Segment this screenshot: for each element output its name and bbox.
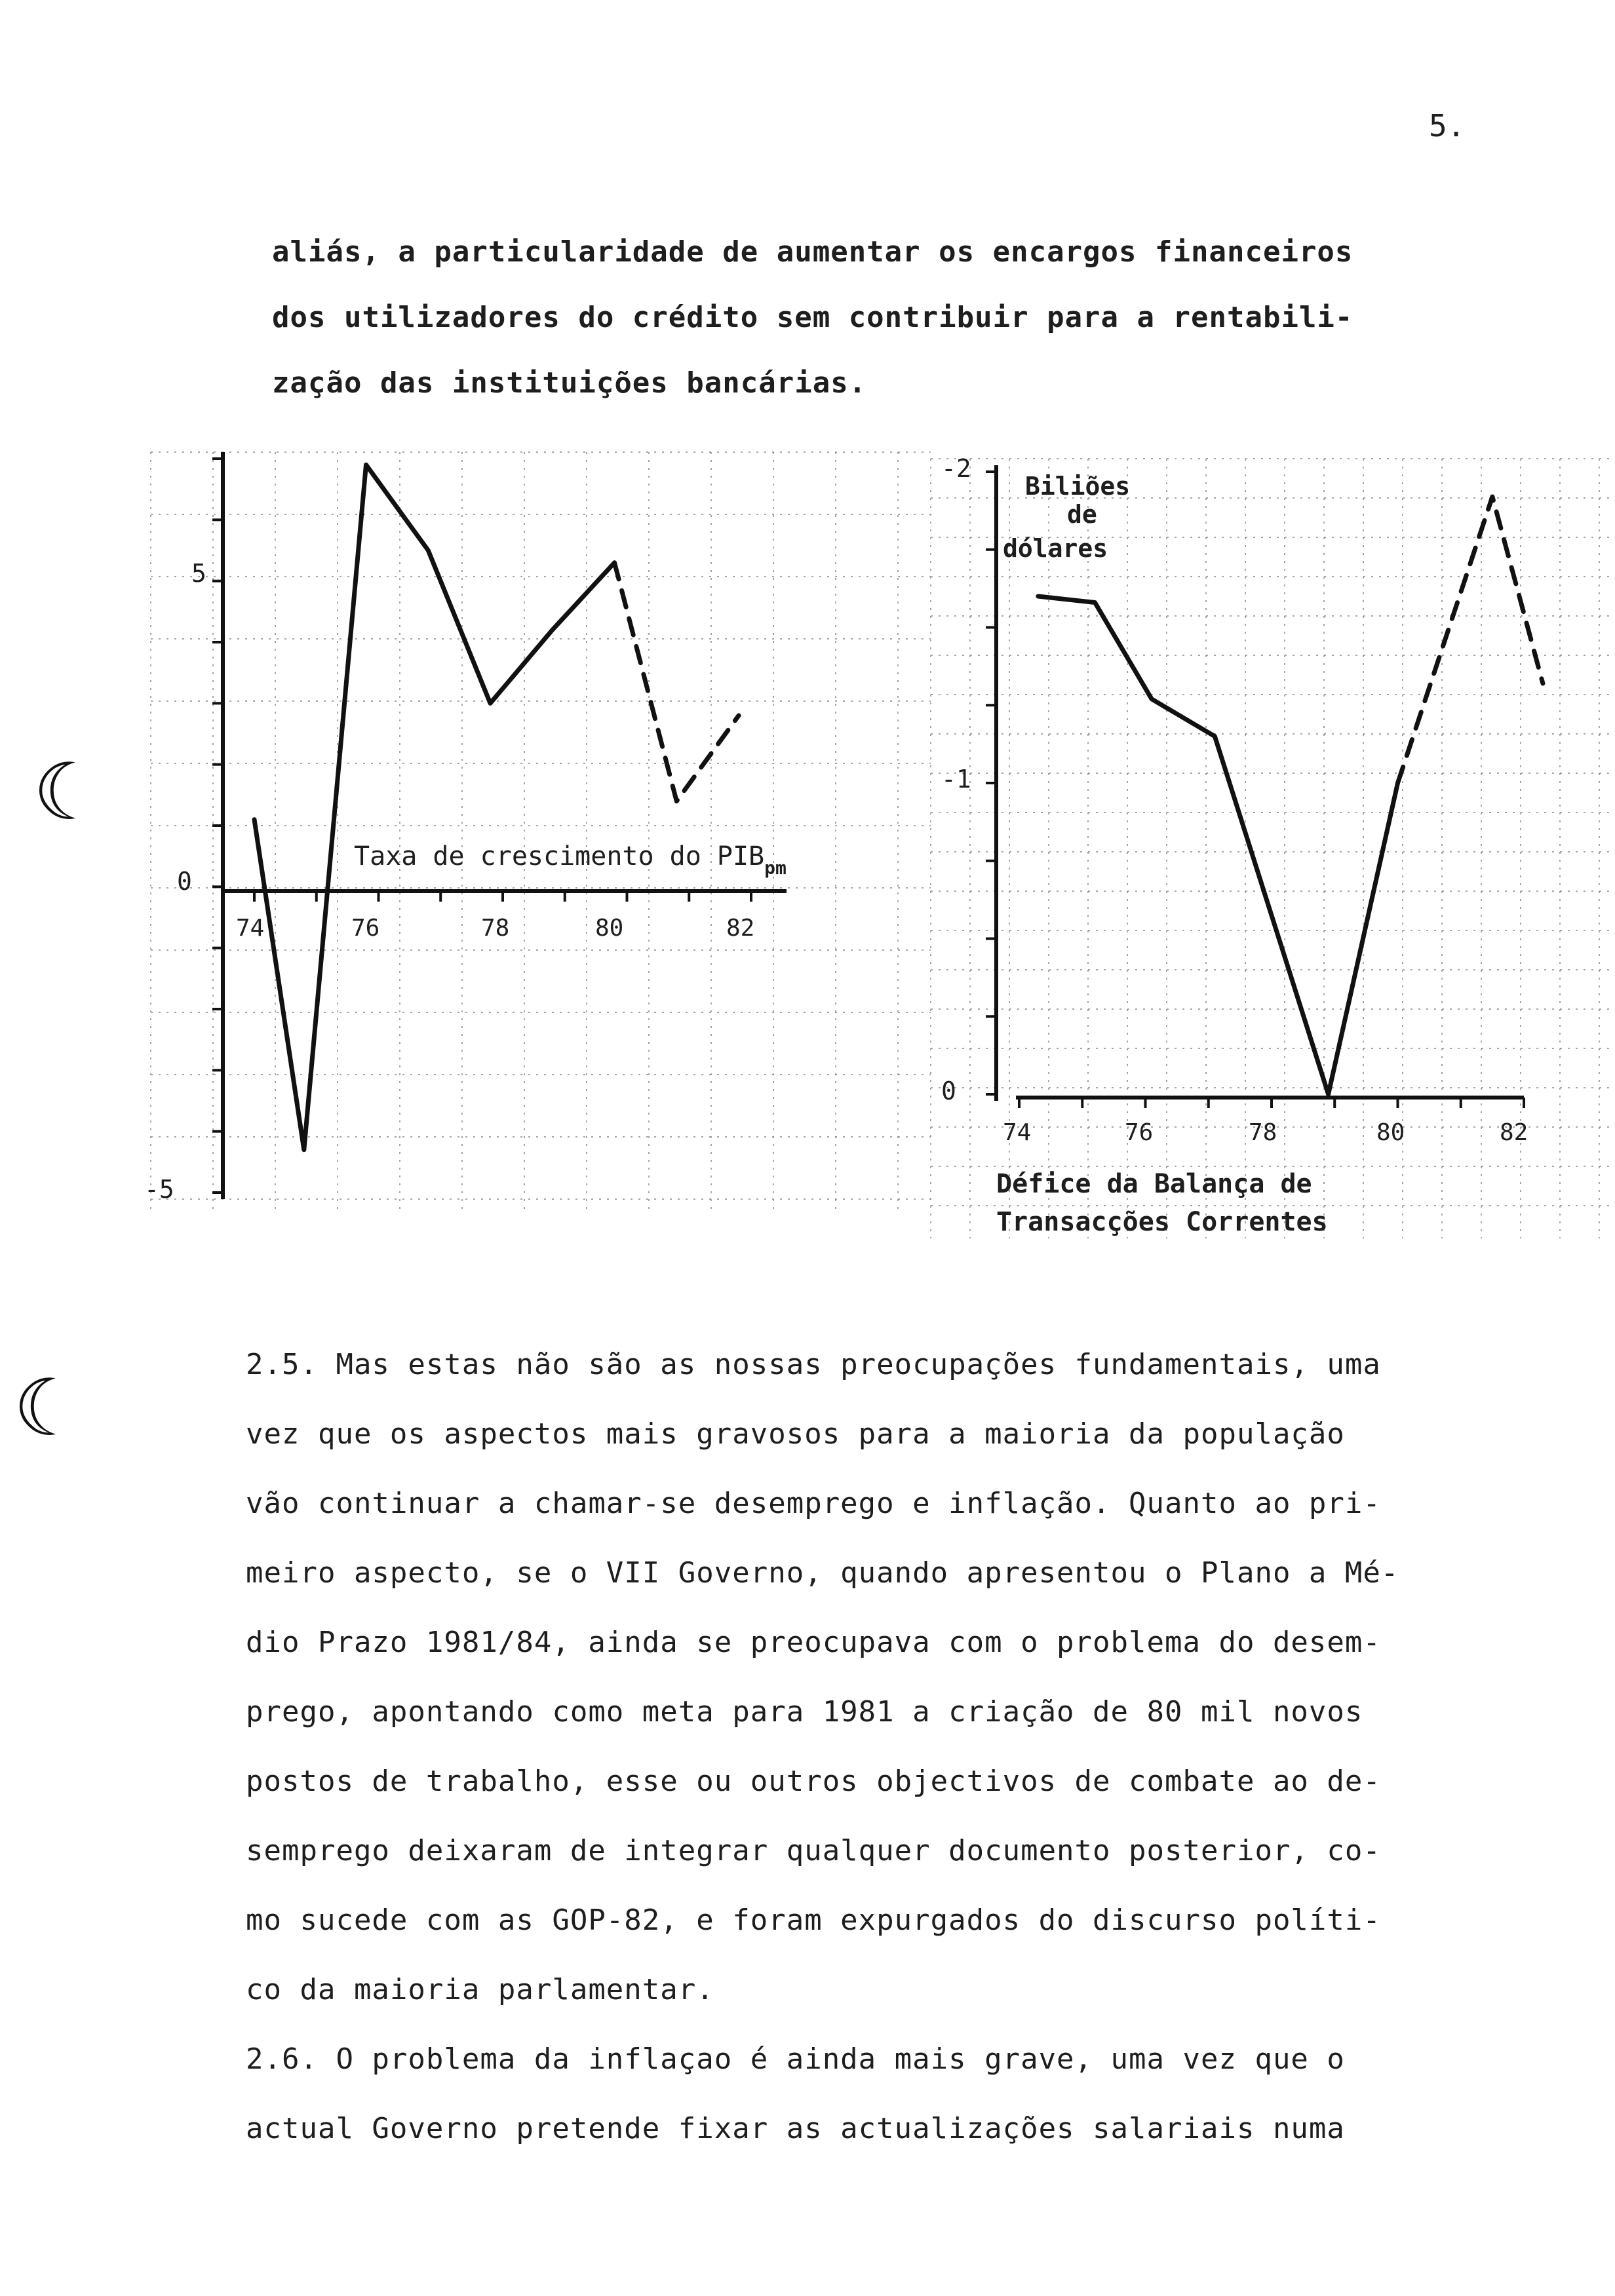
- paragraph-line: postos de trabalho, esse ou outros objectivos de combate ao de-: [246, 1765, 1381, 1798]
- paragraph-line: 2.5. Mas estas não são as nossas preocupações fundamentais, uma: [246, 1348, 1381, 1381]
- chart-title: [354, 841, 787, 879]
- y-axis-title: dólares: [1003, 534, 1108, 563]
- data-point: [1490, 495, 1494, 499]
- chart-title-text: Taxa de crescimento do PIB: [354, 841, 765, 871]
- x-tick-label: 74: [1003, 1119, 1032, 1146]
- data-point: [613, 561, 617, 565]
- data-point: [252, 818, 256, 822]
- data-point: [1093, 601, 1097, 605]
- data-point: [1036, 594, 1040, 598]
- y-tick-label: 5: [191, 559, 206, 588]
- chart-series: [252, 463, 741, 1151]
- paragraph-line: dos utilizadores do crédito sem contribuir para a rentabili-: [272, 301, 1353, 334]
- paragraph-line: 2.6. O problema da inflaçao é ainda mais grave, uma vez que o: [246, 2042, 1345, 2076]
- paragraph-line: co da maioria parlamentar.: [246, 1973, 714, 2006]
- data-point: [426, 548, 430, 552]
- chart-axes: [212, 452, 787, 1199]
- paragraph-line: aliás, a particularidade de aumentar os encargos financeiros: [272, 235, 1353, 269]
- data-point: [364, 463, 368, 467]
- current-account-deficit-chart-svg: [905, 439, 1615, 1258]
- y-tick-label: -5: [144, 1175, 174, 1204]
- data-point: [737, 714, 741, 718]
- data-point: [674, 799, 678, 803]
- data-point: [1396, 781, 1400, 785]
- gdp-growth-chart-svg: [131, 439, 937, 1225]
- x-tick-label: 80: [1376, 1119, 1405, 1146]
- x-tick-label: 78: [481, 915, 510, 942]
- paragraph-line: dio Prazo 1981/84, ainda se preocupava com o problema do desem-: [246, 1626, 1381, 1659]
- binder-hole-mark: ☾: [13, 1363, 84, 1454]
- data-point: [1327, 1092, 1331, 1096]
- y-axis-title: Biliões: [1025, 472, 1131, 501]
- paragraph-line: meiro aspecto, se o VII Governo, quando apresentou o Plano a Mé-: [246, 1556, 1399, 1590]
- chart-series: [1036, 495, 1545, 1096]
- x-tick-label: 82: [1500, 1119, 1528, 1146]
- y-tick-label: -1: [941, 765, 971, 794]
- x-tick-label: 74: [236, 915, 265, 942]
- paragraph-line: vão continuar a chamar-se desemprego e inflação. Quanto ao pri-: [246, 1487, 1381, 1520]
- paragraph-line: mo sucede com as GOP-82, e foram expurgados do discurso políti-: [246, 1904, 1381, 1937]
- paragraph-line: zação das instituições bancárias.: [272, 366, 867, 400]
- y-tick-label: -2: [941, 454, 971, 483]
- chart-footer: Transacções Correntes: [996, 1207, 1328, 1237]
- data-point: [488, 701, 492, 705]
- paragraph-line: semprego deixaram de integrar qualquer documento posterior, co-: [246, 1834, 1381, 1867]
- y-tick-label: 0: [177, 867, 192, 896]
- data-point: [302, 1148, 306, 1152]
- chart-footer: Défice da Balança de: [996, 1169, 1312, 1199]
- series-line-estimado: [615, 563, 739, 801]
- series-line-observado: [1038, 596, 1398, 1094]
- data-point: [1541, 681, 1545, 685]
- y-axis-title: de: [1067, 500, 1097, 529]
- paragraph-line: actual Governo pretende fixar as actualizações salariais numa: [246, 2112, 1345, 2145]
- x-tick-label: 78: [1249, 1119, 1277, 1146]
- data-point: [1150, 697, 1154, 701]
- x-tick-label: 76: [351, 915, 380, 942]
- binder-hole-mark: ☾: [33, 747, 104, 838]
- paragraph-top: [272, 220, 1517, 416]
- x-tick-label: 82: [726, 915, 755, 942]
- chart-title-subscript: pm: [764, 857, 787, 879]
- y-tick-label: 0: [941, 1077, 956, 1105]
- paragraph-line: vez que os aspectos mais gravosos para a maioria da população: [246, 1417, 1345, 1451]
- gdp-growth-chart: [131, 439, 937, 1225]
- series-line-observado: [254, 465, 615, 1149]
- data-point: [1213, 735, 1216, 738]
- paragraph-line: prego, apontando como meta para 1981 a criação de 80 mil novos: [246, 1695, 1363, 1729]
- x-tick-label: 80: [595, 915, 624, 942]
- page-number: 5.: [1429, 108, 1466, 144]
- current-account-deficit-chart: [905, 439, 1615, 1258]
- data-point: [551, 628, 555, 632]
- chart-grid: [151, 452, 931, 1212]
- x-tick-label: 76: [1125, 1119, 1154, 1146]
- paragraph-main: [246, 1330, 1491, 2164]
